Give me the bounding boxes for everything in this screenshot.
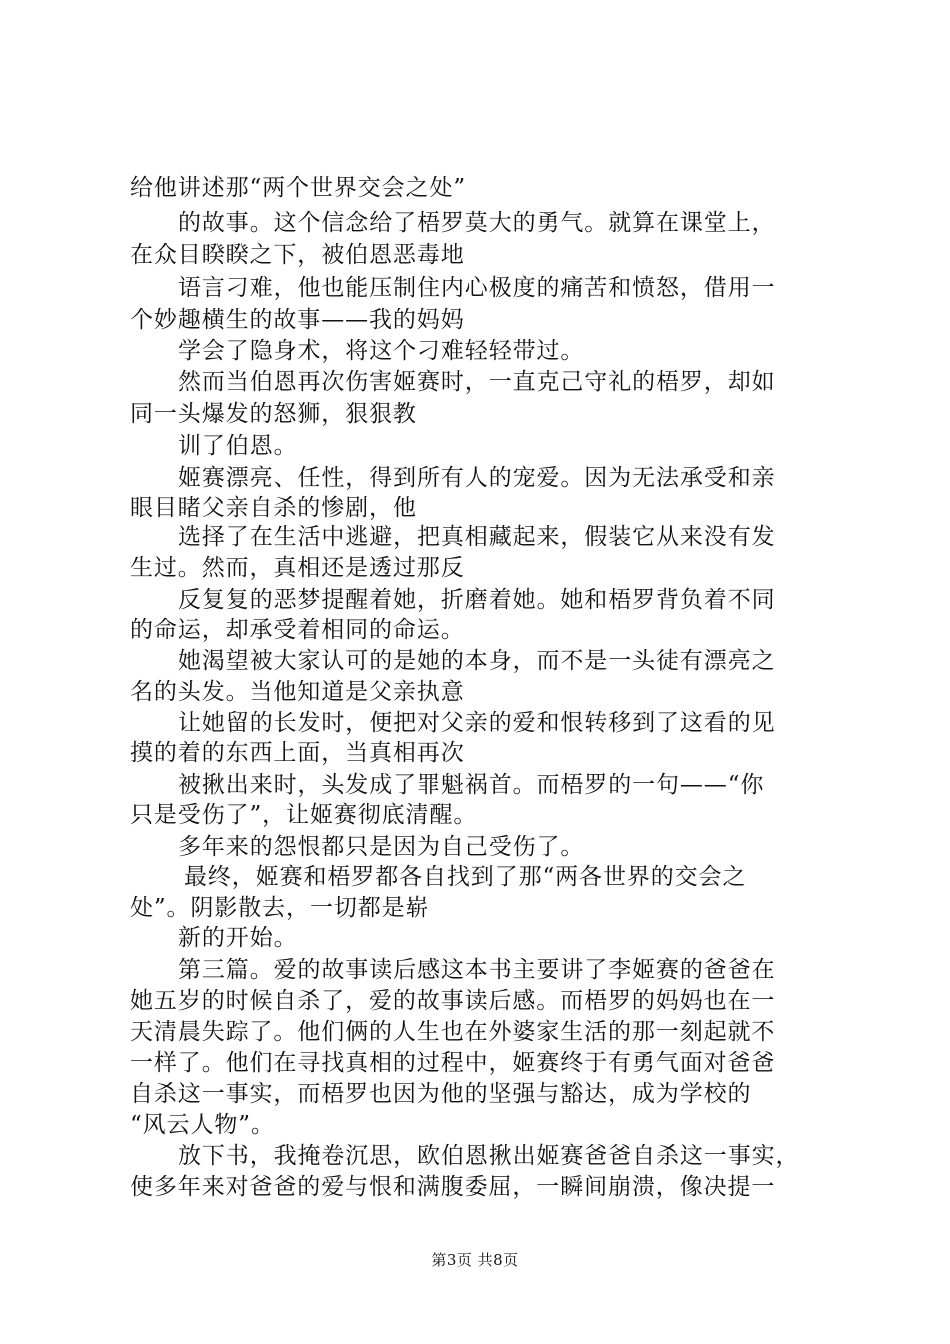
text-line: 名的头发。当他知道是父亲执意 [130, 679, 465, 705]
text-line: 生过。然而，真相还是透过那反 [130, 555, 465, 581]
text-line: 姬赛漂亮、任性，得到所有人的宠爱。因为无法承受和亲 [178, 465, 776, 491]
text-line: 给他讲述那“两个世界交会之处” [130, 175, 467, 201]
text-line: 新的开始。 [178, 925, 298, 951]
text-line: 放下书，我掩卷沉思，欧伯恩揪出姬赛爸爸自杀这一事实， [178, 1143, 800, 1169]
text-line: 被揪出来时，头发成了罪魁祸首。而梧罗的一句——“你 [178, 772, 765, 798]
text-line: 多年来的怨恨都只是因为自己受伤了。 [178, 834, 585, 860]
text-line: 然而当伯恩再次伤害姬赛时，一直克己守礼的梧罗，却如 [178, 369, 776, 395]
text-line: 她渴望被大家认可的是她的本身，而不是一头徒有漂亮之 [178, 648, 776, 674]
text-line: 让她留的长发时，便把对父亲的爱和恨转移到了这看的见 [178, 710, 776, 736]
text-line: 只是受伤了”，让姬赛彻底清醒。 [130, 802, 478, 828]
text-line: “风云人物”。 [130, 1112, 275, 1138]
text-line: 使多年来对爸爸的爱与恨和满腹委屈，一瞬间崩溃，像决提一 [130, 1174, 776, 1200]
text-line: 同一头爆发的怒狮，狠狠教 [130, 401, 417, 427]
text-line: 选择了在生活中逃避，把真相藏起来，假装它从来没有发 [178, 524, 776, 550]
text-line: 天清晨失踪了。他们俩的人生也在外婆家生活的那一刻起就不 [130, 1019, 776, 1045]
text-line: 的故事。这个信念给了梧罗莫大的勇气。就算在课堂上， [178, 210, 776, 236]
text-line: 反复复的恶梦提醒着她，折磨着她。她和梧罗背负着不同 [178, 587, 776, 613]
text-line: 语言刁难，他也能压制住内心极度的痛苦和愤怒，借用一 [178, 275, 776, 301]
text-line: 眼目睹父亲自杀的惨剧，他 [130, 495, 417, 521]
text-line: 自杀这一事实，而梧罗也因为他的坚强与豁达，成为学校的 [130, 1081, 752, 1107]
text-line: 她五岁的时候自杀了，爱的故事读后感。而梧罗的妈妈也在一 [130, 988, 776, 1014]
text-line: 最终，姬赛和梧罗都各自找到了那“两各世界的交会之 [184, 864, 747, 890]
text-line: 的命运，却承受着相同的命运。 [130, 617, 465, 643]
text-line: 摸的着的东西上面，当真相再次 [130, 740, 465, 766]
page-number-footer: 第3页 共8页 [431, 1251, 519, 1269]
text-line: 处”。阴影散去，一切都是崭 [130, 895, 430, 921]
text-line: 第三篇。爱的故事读后感这本书主要讲了李姬赛的爸爸在 [178, 957, 776, 983]
text-line: 在众目睽睽之下，被伯恩恶毒地 [130, 242, 465, 268]
text-line: 学会了隐身术，将这个刁难轻轻带过。 [178, 338, 585, 364]
text-line: 训了伯恩。 [178, 433, 298, 459]
text-line: 个妙趣横生的故事——我的妈妈 [130, 307, 465, 333]
text-line: 一样了。他们在寻找真相的过程中，姬赛终于有勇气面对爸爸 [130, 1050, 776, 1076]
